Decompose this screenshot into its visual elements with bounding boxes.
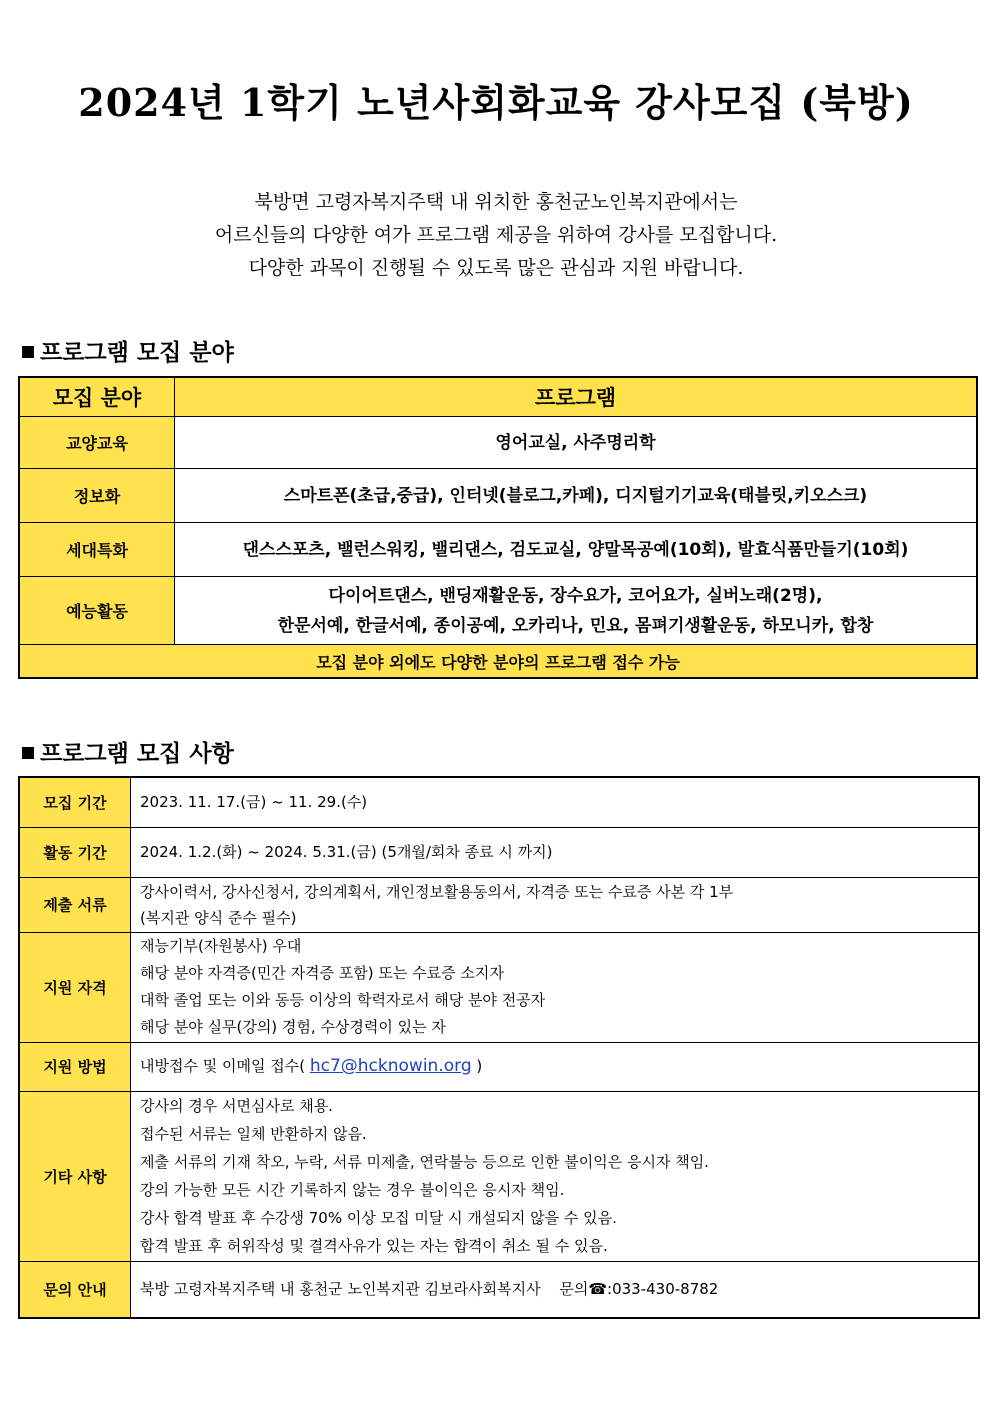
table-row (19, 523, 977, 577)
recruitment-details-table (18, 776, 980, 1319)
intro-line: 북방면 고령자복지주택 내 위치한 홍천군노인복지관에서는 (254, 191, 738, 213)
table-row (19, 827, 979, 877)
category-cell: 정보화 (19, 469, 175, 523)
qualification-line: 대학 졸업 또는 이와 동등 이상의 학력자로서 해당 분야 전공자 (140, 991, 546, 1009)
value-contact (131, 1261, 980, 1318)
intro-line: 어르신들의 다양한 여가 프로그램 제공을 위하여 강사를 모집합니다. (214, 224, 778, 246)
label-documents: 제출 서류 (19, 877, 131, 932)
section-heading-details (22, 735, 234, 768)
method-prefix: 내방접수 및 이메일 접수( (140, 1057, 306, 1075)
table-row (19, 1091, 979, 1261)
value-documents (131, 877, 980, 932)
qualification-line: 해당 분야 자격증(민간 자격증 포함) 또는 수료증 소지자 (140, 964, 504, 982)
table-row (19, 1261, 979, 1318)
contact-text: 북방 고령자복지주택 내 홍천군 노인복지관 김보라사회복지사 (140, 1279, 541, 1298)
page-title: 2024년 1학기 노년사회화교육 강사모집 (북방) (78, 80, 914, 125)
table-row (19, 1042, 979, 1091)
square-bullet-icon (22, 346, 34, 358)
header-category: 모집 분야 (19, 377, 175, 417)
table-row (19, 577, 977, 645)
qualification-line: 재능기부(자원봉사) 우대 (140, 937, 302, 955)
etc-line: 합격 발표 후 허위작성 및 결격사유가 있는 자는 합격이 취소 될 수 있음. (140, 1237, 608, 1255)
label-etc: 기타 사항 (19, 1091, 131, 1261)
program-cell (175, 577, 978, 645)
documents-line: (복지관 양식 준수 필수) (140, 908, 297, 927)
label-method: 지원 방법 (19, 1042, 131, 1091)
etc-line: 강의 가능한 모든 시간 기록하지 않는 경우 불이익은 응시자 책임. (140, 1181, 565, 1199)
method-suffix: ) (476, 1057, 483, 1075)
intro-text (0, 186, 992, 285)
label-qualification: 지원 자격 (19, 932, 131, 1042)
qualification-line: 해당 분야 실무(강의) 경험, 수상경력이 있는 자 (140, 1018, 446, 1036)
section-heading-label: 프로그램 모집 분야 (40, 339, 234, 366)
program-cell: 스마트폰(초급,중급), 인터넷(블로그,카페), 디지털기기교육(태블릿,키오스크) (175, 469, 978, 523)
label-activity: 활동 기간 (19, 827, 131, 877)
table-row (19, 469, 977, 523)
square-bullet-icon (22, 747, 34, 759)
section-heading-fields (22, 334, 234, 367)
contact-phone: 문의☎:033-430-8782 (559, 1279, 719, 1298)
table-footer-note: 모집 분야 외에도 다양한 분야의 프로그램 접수 가능 (19, 645, 977, 679)
intro-line: 다양한 과목이 진행될 수 있도록 많은 관심과 지원 바랍니다. (248, 257, 744, 279)
value-etc (131, 1091, 980, 1261)
label-contact: 문의 안내 (19, 1261, 131, 1318)
email-link[interactable]: hc7@hcknowin.org (309, 1056, 472, 1076)
value-qualification (131, 932, 980, 1042)
program-cell: 영어교실, 사주명리학 (175, 417, 978, 469)
table-row (19, 417, 977, 469)
category-cell: 세대특화 (19, 523, 175, 577)
documents-line: 강사이력서, 강사신청서, 강의계획서, 개인정보활용동의서, 자격증 또는 수료증 사본 각 1부 (140, 882, 734, 901)
value-period: 2023. 11. 17.(금) ~ 11. 29.(수) (131, 777, 980, 827)
header-program: 프로그램 (175, 377, 978, 417)
value-method (131, 1042, 980, 1091)
etc-line: 접수된 서류는 일체 반환하지 않음. (140, 1125, 367, 1143)
section-heading-label: 프로그램 모집 사항 (40, 740, 234, 767)
program-line: 한문서예, 한글서예, 종이공예, 오카리나, 민요, 몸펴기생활운동, 하모니카, 합창 (277, 615, 874, 636)
program-cell: 댄스스포츠, 밸런스워킹, 밸리댄스, 검도교실, 양말목공예(10회), 발효식품만들기(10회) (175, 523, 978, 577)
value-activity: 2024. 1.2.(화) ~ 2024. 5.31.(금) (5개월/회차 종료 시 까지) (131, 827, 980, 877)
table-row (19, 777, 979, 827)
etc-line: 강사 합격 발표 후 수강생 70% 이상 모집 미달 시 개설되지 않을 수 있음. (140, 1209, 617, 1227)
table-row (19, 932, 979, 1042)
category-cell: 예능활동 (19, 577, 175, 645)
program-fields-table (18, 376, 978, 679)
table-row (19, 877, 979, 932)
label-period: 모집 기간 (19, 777, 131, 827)
program-line: 다이어트댄스, 밴딩재활운동, 장수요가, 코어요가, 실버노래(2명), (328, 585, 823, 606)
etc-line: 제출 서류의 기재 착오, 누락, 서류 미제출, 연락불능 등으로 인한 불이익은 응시자 책임. (140, 1153, 709, 1171)
etc-line: 강사의 경우 서면심사로 채용. (140, 1097, 333, 1115)
category-cell: 교양교육 (19, 417, 175, 469)
